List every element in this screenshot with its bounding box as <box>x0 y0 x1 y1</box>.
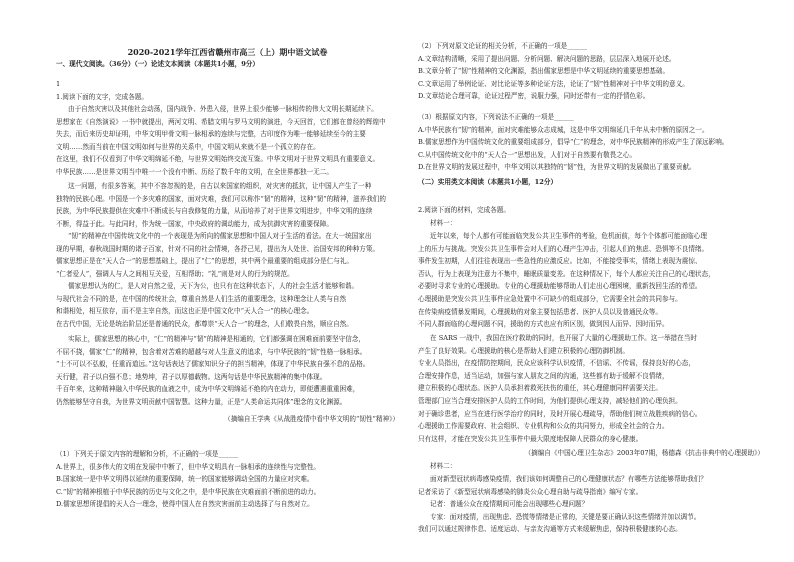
paragraph-line: 必要时寻求专业的心理援助。专业的心理援助能够帮助人们走出心理困境，重新找回生活的希望。 <box>418 282 702 291</box>
section1-heading: 一、现代文阅读。（36分）（一）论述文本阅读（本题共1小题，9分） <box>56 60 259 68</box>
paragraph-line: 心理援助是突发公共卫生事件应急处置中不可缺少的组成部分，它需要全社会的共同参与。 <box>418 294 682 303</box>
paragraph-line: 失去，而后来历史却证明，中华文明甲骨文明一脉相承的连续与完整，古印度作为唯一能够延续至今的主要 <box>56 130 366 139</box>
paragraph-line: 现的早期，春秋战国时期的诸子百家，针对不同的社会情境，各抒己见，提出为人处世、治国安邦的种种方策。 <box>56 244 380 253</box>
passage4 <box>56 280 399 330</box>
paragraph-line: 合理安排作息，适当运动，加强与家人朋友之间的沟通，这些都有助于缓解不良情绪， <box>418 371 669 380</box>
passage5 <box>56 333 399 409</box>
paragraph-line: 管理部门应当合理安排医护人员的工作时间，为他们提供心理支持，减轻他们的心理负担。 <box>418 396 682 405</box>
option-d[interactable]: D.在世界文明的发展过程中，中华文明以其独特的“韧”性，为世界文明的发展做出了重要贡献。 <box>418 163 696 172</box>
paragraph-line: 文明……然而当前在中国文明如何与世界的关系中，中国文明从来就不是一个孤立的存在。 <box>56 142 320 151</box>
passage1 <box>56 103 399 179</box>
left-column <box>56 0 399 562</box>
paragraph-line: 心理援助工作需要政府、社会组织、专业机构和公众的共同努力，形成全社会的合力。 <box>418 422 669 431</box>
passage3 <box>56 230 399 280</box>
question-3 <box>418 111 764 174</box>
paragraph-line: 对于确诊患者，应当在进行医学治疗的同时，及时开展心理疏导，帮助他们树立战胜疾病的信心。 <box>418 409 702 418</box>
option-a[interactable]: A.文章结构清晰，采用了提出问题、分析问题、解决问题的思路，层层深入地展开论述。 <box>418 54 676 63</box>
paragraph-line: 中华民族……是世界文明当中唯一一个没有中断、历经了数千年的文明，在全世界都独一无二。 <box>56 167 333 176</box>
paragraph-line: 儒家思想认为的仁，是人对自然之爱，天下为公，也只有在这种状态下，人的社会生活才能够和谐。 <box>68 282 359 290</box>
page-title: 2020-2021学年江西省赣州市高三（上）期中语文试卷 <box>127 47 328 57</box>
option-b[interactable]: B.文章分析了“韧”性精神的文化渊源，指出儒家思想是中华文明延续的重要思想基础。 <box>418 67 670 76</box>
paragraph-line: 仍然能够坚守自我，为世界文明贡献中国智慧。这种力量，正是“人类命运共同体”理念的文化渊源。 <box>56 397 347 406</box>
material1-label: 材料一： <box>430 218 457 227</box>
question-1 <box>56 448 399 511</box>
section2-heading: （二）实用类文本阅读（本题共1小题，12分） <box>418 178 558 186</box>
paragraph-line: 在 SARS 一战中，我国在医疗救助的同时，也开展了大量的心理援助工作。这一举措在当时 <box>430 334 697 342</box>
paragraph-line: 否认，行为上表现为注意力不集中，睡眠质量变差。在这种情况下，每个人都应关注自己的心理状态， <box>418 269 715 278</box>
paragraph-line: “韧”的精神在中国传统文化中的一个表现是为所向的儒家思想和中国人对于生活的看法。在大一统国家出 <box>68 232 372 240</box>
paragraph-line: 实际上，儒家思想的核心中，“仁”的精神与“韧”的精神是相通的，它们都强调在困难面前要坚守信念， <box>68 335 366 343</box>
paragraph-line: 儒家思想正是在“天人合一”的思想基础上，提出了“仁”的思想，其中两个最重要的组成部分是仁与礼。 <box>56 257 354 266</box>
question-stem: （3）根据原文内容，下列说法不正确的一项是______ <box>418 113 574 121</box>
passage-source: （摘编自王学典《从战胜疫情中看中华文明的“韧性”精神》） <box>224 415 399 423</box>
option-c[interactable]: C.“韧”的精神根植于中华民族的历史与文化之中，是中华民族在灾难面前不断前进的动力。 <box>56 487 321 496</box>
question-2 <box>418 40 764 103</box>
paragraph-line: “士不可以不弘毅，任重而道远。”这句话表达了儒家知识分子的担当精神，体现了中华民族自强不息的品格。 <box>56 360 370 369</box>
paragraph-line: 在古代中国，无论是统治阶层还是普通的民众，都尊崇“天人合一”的理念，人们敬畏自然，顺应自然。 <box>56 319 353 328</box>
option-b[interactable]: B.儒家思想作为中国传统文化的重要组成部分，倡导“仁”的理念，对中华民族精神的形成产生了深远影响。 <box>418 138 729 147</box>
option-c[interactable]: C.文章运用了举例论证、对比论证等多种论证方法，论证了“韧”性精神对于中华文明的意义。 <box>418 79 689 88</box>
passage2 <box>56 180 399 230</box>
paragraph-line: 事件发生初期，人们往往表现出一些急性的应激反应。比如，不能接受事实，情绪上表现为震惊、 <box>418 257 702 266</box>
material1-source: （摘编自《中国心理卫生杂志》2003年07期，杨德森《抗击非典中的心理援助》） <box>524 449 764 457</box>
item-no: 1 <box>56 80 61 88</box>
paragraph-line: 我们可以通过规律作息、适度运动、与亲友沟通等方式来缓解焦虑，保持积极健康的心态。 <box>418 525 682 534</box>
option-a[interactable]: A.中华民族有“韧”的精神，面对灾难能够众志成城，这是中华文明绵延几千年从未中断的原因之一。 <box>418 125 709 134</box>
paragraph-line: 由于自然灾害以及其他社会动荡，国内战争、外患入侵，世界上很少能够一脉相传的伟大文明长期延续下。 <box>68 105 378 113</box>
paragraph-line: 面对新型冠状病毒感染疫情，我们该如何调整自己的心理健康状态？有哪些方法能够帮助我们？ <box>430 475 707 483</box>
paragraph-line: 上的压力与挑战。突发公共卫生事件会对人们的心理产生冲击，引起人们的焦虑、恐惧等不良情绪。 <box>418 244 709 253</box>
paragraph-line: 记者采访了《新型冠状病毒感染的肺炎公众心理自助与疏导指南》编写专家。 <box>418 487 643 496</box>
paragraph-line: 千百年来，这种精神融入中华民族的血液之中，成为中华文明绵延不绝的内在动力，即便遭遇重重困难， <box>56 385 360 394</box>
paragraph-line: 不屈不挠，儒家“仁”的精神，包含着对苦难的超越与对人生意义的追求，与中华民族的“韧”性格一脉相承。 <box>56 347 367 356</box>
option-c[interactable]: C.从中国传统文化中的“天人合一”思想出发，人们对于自然要有敬畏之心。 <box>418 150 637 159</box>
question-stem: （2）下列对原文论证的相关分析，不正确的一项是______ <box>418 42 588 50</box>
item-intro: 1.阅读下面的文字，完成各题。 <box>56 92 149 101</box>
material2 <box>418 473 764 536</box>
paragraph-line: 天行健，君子以自强不息；地势坤，君子以厚德载物。这两句话是中华民族精神的集中体现。 <box>56 372 327 381</box>
option-a[interactable]: A.世界上，很多伟大的文明在发展中中断了，但中华文明具有一脉相承的连续性与完整性。 <box>56 462 321 471</box>
paragraph-line: 在这里，我们不仅看到了中华文明绵延不绝，与世界文明始终交流互鉴。中华文明对于世界文明具有重要意义。 <box>56 155 380 164</box>
material1-part2 <box>418 332 764 445</box>
paragraph-line: 不同人群面临的心理问题不同，援助的方式也应有所区别，做到因人而异、因时而异。 <box>418 320 669 329</box>
paragraph-line: 和谐相处，相互依存，而不是主宰自然，而这也正是中国文化中“天人合一”的核心理念。 <box>56 307 314 316</box>
paragraph-line: 与现代社会不同的是，在中国的传统社会，尊重自然是人们生活的重要理念，这种理念让人类与自然 <box>56 294 347 303</box>
option-d[interactable]: D.儒家思想所提倡的天人合一理念，使得中国人在自然灾害面前主动选择了与自然对立。 <box>56 500 314 509</box>
paragraph-line: 只有这样，才能在突发公共卫生事件中最大限度地保障人民群众的身心健康。 <box>418 434 643 443</box>
paragraph-line: 民族，为中华民族提供在灾难中不断成长与自我修复的力量，从而培养了对于世界文明进步，中华文明的连续 <box>56 207 373 216</box>
paragraph-line: 这一问题，有很多答案，其中不容忽视的是，自古以来国家的组织，对灾害的抵抗，让中国人产生了一种 <box>68 182 372 190</box>
paragraph-line: 不断，得益于此。与此同时，作为统一国家，中央政府的调动能力，成为抗御灾害的重要保障。 <box>56 219 333 228</box>
material1-part1 <box>418 230 764 331</box>
paragraph-line: 专业人员指出，在疫情防控期间，民众应该科学认识疫情，不信谣、不传谣，保持良好的心态， <box>418 359 695 368</box>
question-stem: （1）下列关于原文内容的理解和分析，不正确的一项是______ <box>56 450 239 458</box>
paragraph-line: 产生了良好效果。心理援助的核心是帮助人们建立积极的心理防御机制。 <box>418 346 629 355</box>
item2-intro: 2.阅读下面的材料，完成各题。 <box>418 206 511 214</box>
paragraph-line: 建立积极的心理状态。医护人员承担着救死扶伤的重任，其心理健康同样需要关注。 <box>418 384 662 393</box>
option-d[interactable]: D.文章结论合理可靠，论证过程严密，说服力强，同时还带有一定的抒情色彩。 <box>418 92 650 101</box>
paragraph-line: 思想家在《自然演说》一书中就提出，两河文明、希腊文明与罗马文明的演进，今天回首，它们都在曾经的辉煌中 <box>56 117 386 126</box>
paragraph-line: 专家：面对疫情，出现焦虑、恐慌等情绪是正常的，关键是要正确认识这些情绪并加以调节。 <box>430 512 701 521</box>
paragraph-line: 近年以来，每个人都有可能面临突发公共卫生事件的考验，危机面前，每个个体都可能面临心理 <box>430 232 707 240</box>
option-b[interactable]: B.国家统一是中华文明得以延续的重要保障，统一的国家能够调动全国的力量应对灾难。 <box>56 475 314 484</box>
paragraph-line: 独特的民族心理。中国是一个多灾难的国家，面对灾难，我们可以称作“韧”的精神，这种“韧”的精神，滋养我们的 <box>56 194 386 203</box>
material2-label: 材料二： <box>430 461 457 470</box>
paragraph-line: 在传染病疫情暴发期间，心理援助的对象主要包括患者、医护人员以及普通民众等。 <box>418 307 662 316</box>
paragraph-line: 记者：普通公众在疫情期间可能会出现哪些心理问题？ <box>430 500 589 509</box>
paragraph-line: “仁者爱人”，强调人与人之间相互关爱，互相帮助；“礼”则是对人的行为的规范。 <box>56 269 294 278</box>
right-column <box>418 0 764 562</box>
